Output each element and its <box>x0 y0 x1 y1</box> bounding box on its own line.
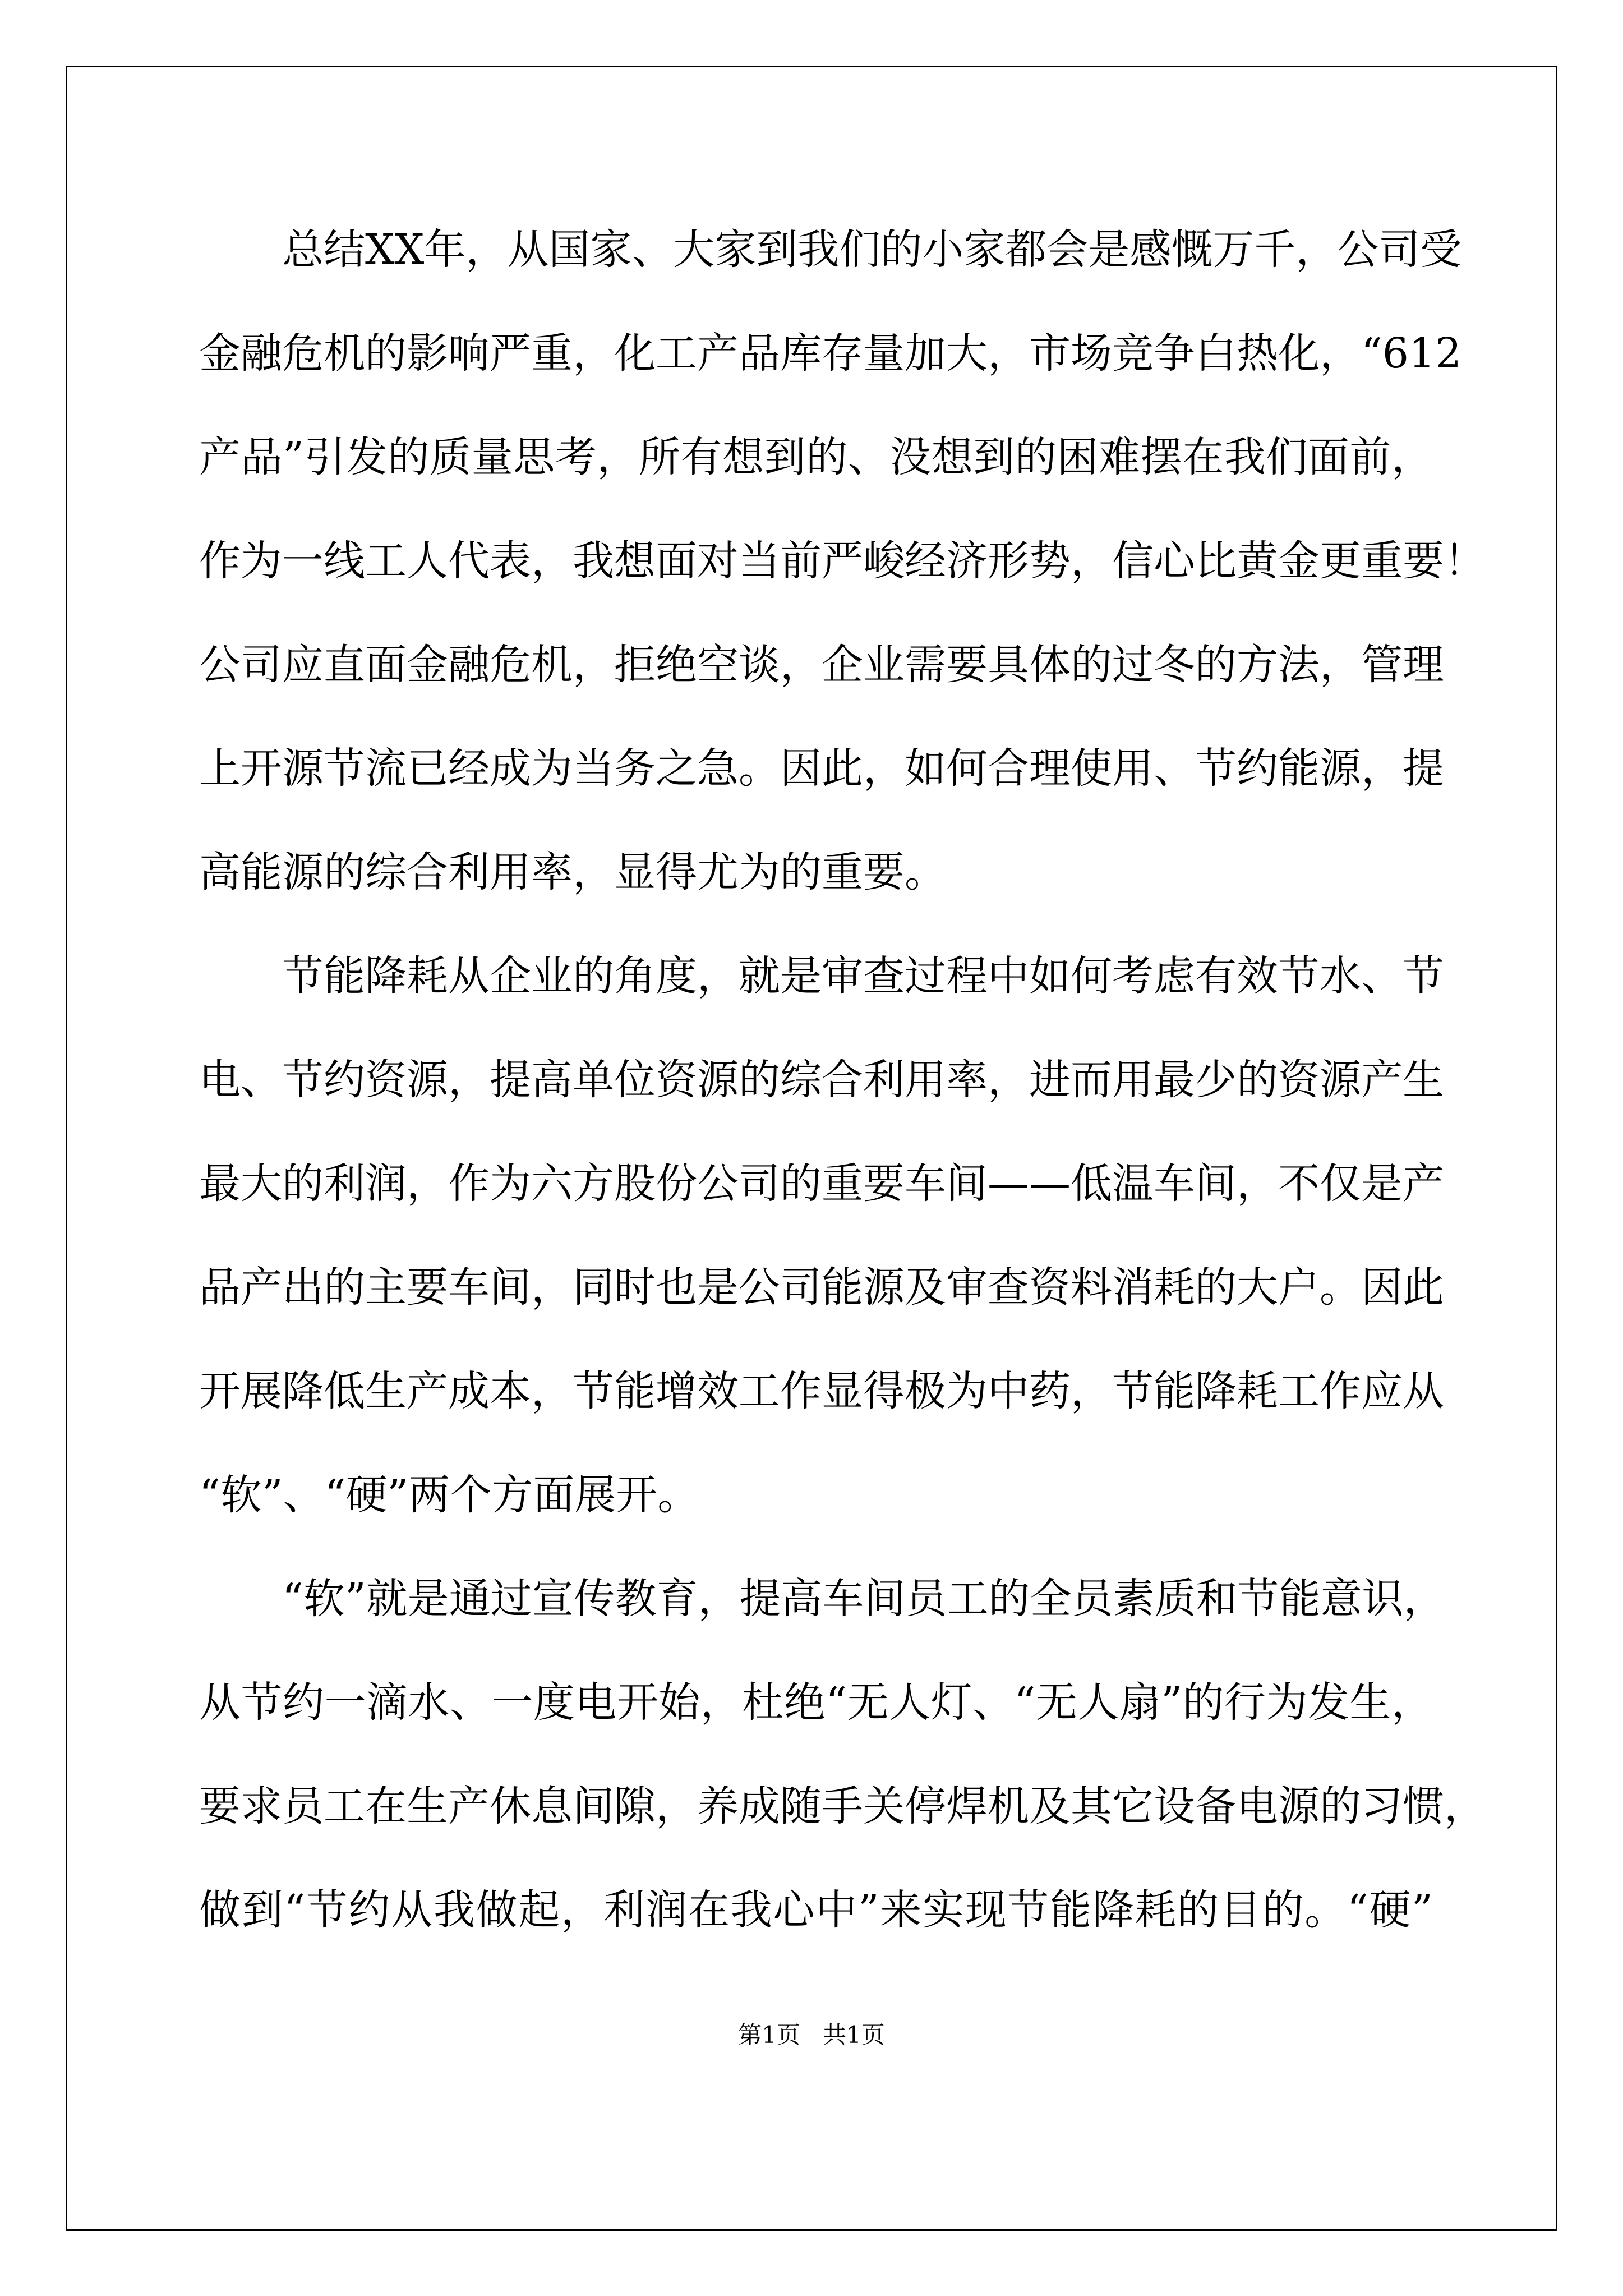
paragraph-1-line-1: 总结XX年，从国家、大家到我们的小家都会是感慨万千，公司受 <box>282 226 1462 274</box>
paragraph-3-line-3: 要求员工在生产休息间隙，养成随手关停焊机及其它设备电源的习惯， <box>199 1782 1486 1830</box>
paragraph-1-line-6: 上开源节流已经成为当务之急。因此，如何合理使用、节约能源，提 <box>199 744 1444 793</box>
page-total: 共1页 <box>823 2021 885 2049</box>
page-footer <box>0 2017 1623 2050</box>
paragraph-1-line-2: 金融危机的影响严重，化工产品库存量加大，市场竞争白热化，“612 <box>199 329 1462 378</box>
page-number: 第1页 <box>738 2021 800 2049</box>
paragraph-2-line-5: 开展降低生产成本，节能增效工作显得极为中药，节能降耗工作应从 <box>199 1367 1444 1415</box>
paragraph-1-line-5: 公司应直面金融危机，拒绝空谈，企业需要具体的过冬的方法，管理 <box>199 641 1444 689</box>
paragraph-1-line-7: 高能源的综合利用率，显得尤为的重要。 <box>199 848 946 896</box>
paragraph-2-line-2: 电、节约资源，提高单位资源的综合利用率，进而用最少的资源产生 <box>199 1056 1444 1104</box>
paragraph-3-line-4: 做到“节约从我做起，利润在我心中”来实现节能降耗的目的。“硬” <box>199 1886 1433 1934</box>
paragraph-3-line-2: 从节约一滴水、一度电开始，杜绝“无人灯、“无人扇”的行为发生， <box>199 1678 1433 1727</box>
paragraph-2-line-3: 最大的利润，作为六方股份公司的重要车间——低温车间，不仅是产 <box>199 1159 1444 1208</box>
paragraph-2-line-6: “软”、“硬”两个方面展开。 <box>199 1471 699 1519</box>
paragraph-2-line-4: 品产出的主要车间，同时也是公司能源及审查资料消耗的大户。因此 <box>199 1263 1444 1312</box>
paragraph-1-line-4: 作为一线工人代表，我想面对当前严峻经济形势，信心比黄金更重要！ <box>199 537 1486 585</box>
paragraph-2-line-1: 节能降耗从企业的角度，就是审查过程中如何考虑有效节水、节 <box>282 952 1444 1000</box>
paragraph-3-line-1: “软”就是通过宣传教育，提高车间员工的全员素质和节能意识， <box>282 1575 1445 1623</box>
paragraph-1-line-3: 产品”引发的质量思考，所有想到的、没想到的困难摆在我们面前， <box>199 433 1433 481</box>
